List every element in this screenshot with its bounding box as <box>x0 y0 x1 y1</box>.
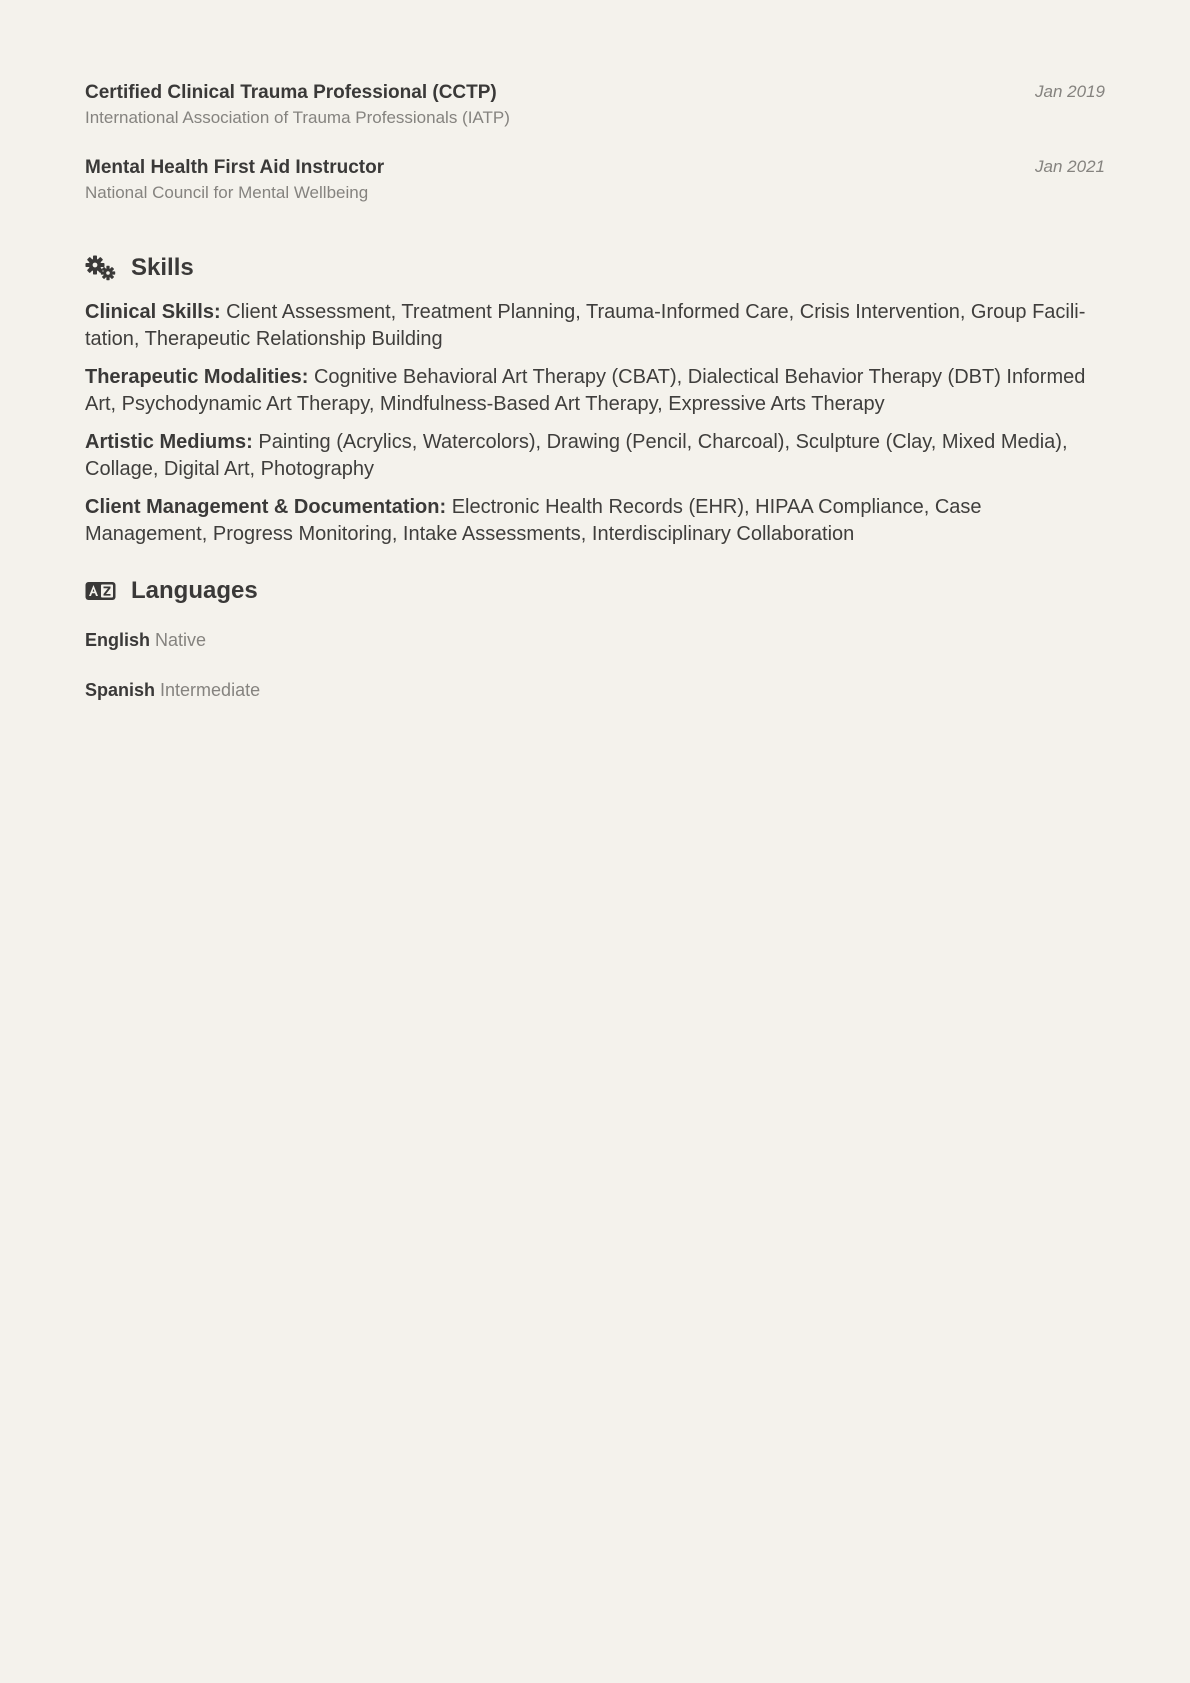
language-name: Spanish <box>85 680 156 700</box>
skill-item <box>85 299 1105 353</box>
language-level: Native <box>155 630 207 650</box>
skill-label: Clinical Skills: <box>85 301 221 323</box>
skill-label: Artistic Mediums: <box>85 431 253 453</box>
certification-date: Jan 2019 <box>1035 82 1105 101</box>
section-title: Skills <box>131 254 194 281</box>
skill-text: Electronic Health Records (EHR), HIPAA Compliance, Case Management, Progress Monitoring, Intake Assessments, Interdisciplinary Collaboration <box>85 496 982 545</box>
language-item <box>85 628 1105 652</box>
skill-item <box>85 494 1105 548</box>
certification-title: Mental Health First Aid Instructor <box>85 157 385 178</box>
certification-item <box>85 80 1105 130</box>
skills-section-header <box>85 253 1105 283</box>
skill-item <box>85 364 1105 418</box>
certification-item <box>85 155 1105 205</box>
language-name: English <box>85 630 151 650</box>
skill-text: Painting (Acrylics, Watercolors), Drawing (Pencil, Charcoal), Sculpture (Clay, Mixed Media), Collage, Digital Art, Photography <box>85 431 1068 480</box>
language-item <box>85 678 1105 702</box>
skill-text: Cognitive Behavioral Art Therapy (CBAT), Dialectical Behavior Therapy (DBT) Informed Art, Psychodynamic Art Therapy, Mindfulness-Based Art Therapy, Expressive Arts Therapy <box>85 366 1086 415</box>
skill-label: Therapeutic Modalities: <box>85 366 309 388</box>
skill-text: Client Assessment, Treatment Planning, Trauma-Informed Care, Crisis Intervention, Group Facili-tation, Therapeutic Relationship Building <box>85 301 1086 350</box>
certification-organization: National Council for Mental Wellbeing <box>85 183 369 202</box>
skill-item <box>85 429 1105 483</box>
languages-section-header <box>85 576 1105 606</box>
skill-label: Client Management & Documentation: <box>85 496 447 518</box>
language-level: Intermediate <box>160 680 261 700</box>
gears-icon <box>85 254 117 282</box>
section-title: Languages <box>131 577 258 604</box>
certification-title: Certified Clinical Trauma Professional (CCTP) <box>85 82 497 103</box>
certification-organization: International Association of Trauma Professionals (IATP) <box>85 108 510 127</box>
certification-date: Jan 2021 <box>1035 157 1105 176</box>
language-icon <box>85 577 117 605</box>
